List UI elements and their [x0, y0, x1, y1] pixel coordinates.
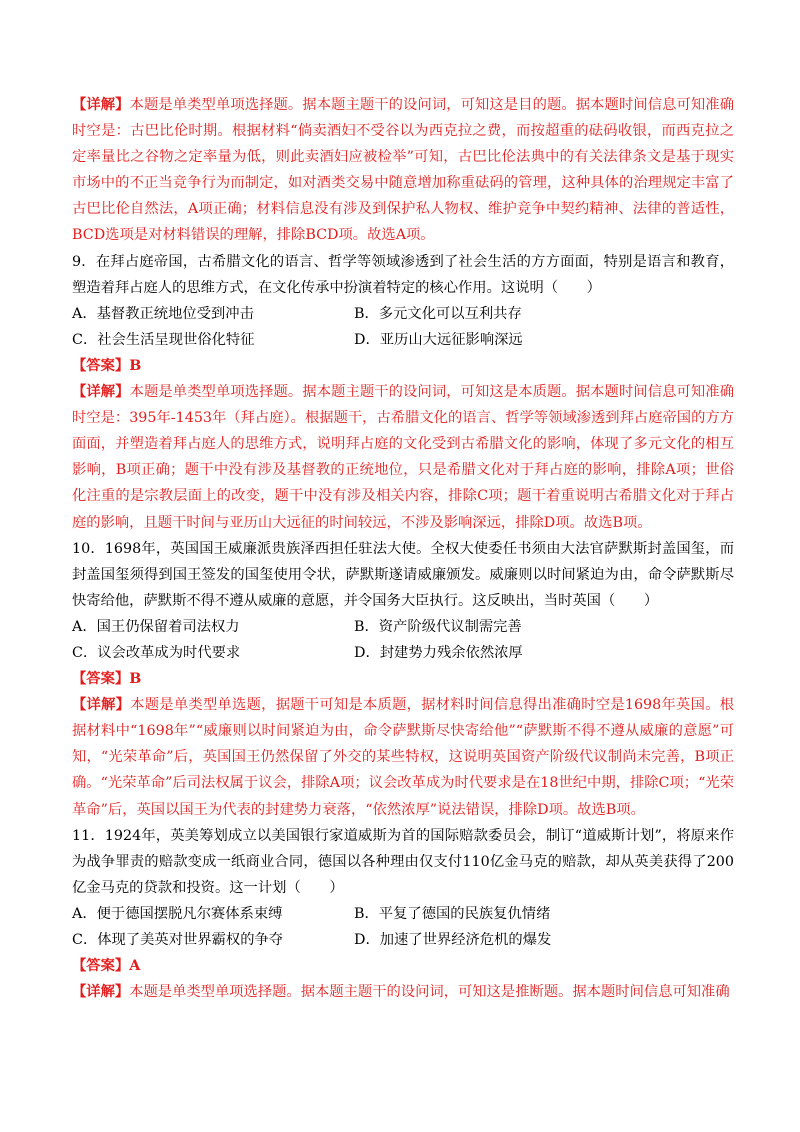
option-a: A．便于德国摆脱凡尔赛体系束缚 — [72, 905, 283, 922]
answer-tag: 【答案】 — [72, 671, 130, 688]
question-9-answer — [72, 353, 734, 379]
document-body — [72, 92, 734, 1005]
option-b: B．资产阶级代议制需完善 — [354, 618, 522, 635]
explanation-text: 本题是单类型单选题，据题干可知是本质题，据材料时间信息得出准确时空是1698年英国。根据材料中“1698年”“威廉则以时间紧迫为由，命令萨默斯尽快寄给他”“萨默斯不得不遵从威廉的意愿”可知，“光荣革命”后，英国国王仍然保留了外交的某些特权，这说明英国资产阶级代议制尚未完善，B项正确。“光荣革命”后司法权属于议会，排除A项；议会改革成为时代要求是在18世纪中期，排除C项；“光荣革命”后，英国以国王为代表的封建势力衰落，“依然浓厚”说法错误，排除D项。故选B项。 — [72, 697, 734, 818]
option-c: C．社会生活呈现世俗化特征 — [72, 331, 255, 348]
question-10-answer — [72, 666, 734, 692]
answer-value: B — [129, 357, 142, 374]
explanation-tag: 【详解】 — [72, 97, 130, 113]
option-a: A．基督教正统地位受到冲击 — [72, 305, 254, 322]
explanation-q8 — [72, 92, 734, 249]
explanation-tag: 【详解】 — [72, 384, 130, 401]
explanation-text: 本题是单类型单项选择题。据本题主题干的设问词，可知这是本质题。据本题时间信息可知准确时空是：395年-1453年（拜占庭）。根据题干，古希腊文化的语言、哲学等领域渗透到拜占庭帝国的方方面面，并塑造着拜占庭人的思维方式，说明拜占庭的文化受到古希腊文化的影响，体现了多元文化的相互影响，B项正确；题干中没有涉及基督教的正统地位，只是希腊文化对于拜占庭的影响，排除A项；世俗化注重的是宗教层面上的改变，题干中没有涉及相关内容，排除C项；题干着重说明古希腊文化对于拜占庭的影响，且题干时间与亚历山大远征的时间较远，不涉及影响深远，排除D项。故选B项。 — [72, 384, 734, 531]
question-11-options — [72, 901, 734, 953]
explanation-tag: 【详解】 — [72, 697, 131, 714]
question-11-answer — [72, 953, 734, 979]
question-10-stem: 10．1698年，英国国王威廉派贵族泽西担任驻法大使。全权大使委任书须由大法官萨默斯封盖国玺，而封盖国玺须得到国王签发的国玺使用令状，萨默斯遂请威廉颁发。威廉则以时间紧迫为由，命令萨默斯尽快寄给他，萨默斯不得不遵从威廉的意愿，并令国务大臣执行。这反映出，当时英国（ ） — [72, 540, 734, 609]
answer-value: A — [129, 958, 141, 975]
option-a: A．国王仍保留着司法权力 — [72, 618, 240, 635]
option-b: B．多元文化可以互利共存 — [354, 305, 522, 322]
option-b: B．平复了德国的民族复仇情绪 — [354, 905, 551, 922]
explanation-q11 — [72, 979, 734, 1005]
explanation-text: 本题是单类型单项选择题。据本题主题干的设问词，可知这是推断题。据本题时间信息可知准确 — [129, 984, 730, 1001]
option-c: C．议会改革成为时代要求 — [72, 644, 241, 661]
question-9-options — [72, 301, 734, 353]
option-c: C．体现了美英对世界霸权的争夺 — [72, 932, 284, 948]
answer-tag: 【答案】 — [72, 958, 130, 975]
question-9-stem: 9．在拜占庭帝国，古希腊文化的语言、哲学等领域渗透到了社会生活的方方面面，特别是语言和教育，塑造着拜占庭人的思维方式，在文化传承中扮演着特定的核心作用。这说明（ ） — [72, 253, 734, 296]
question-11-stem: 11．1924年，英美筹划成立以美国银行家道威斯为首的国际赔款委员会，制订“道威斯计划”，将原来作为战争罪责的赔款变成一纸商业合同，德国以各种理由仅支付110亿金马克的赔款，却从英美获得了200亿金马克的贷款和投资。这一计划（ ） — [72, 827, 734, 896]
option-d: D．加速了世界经济危机的爆发 — [354, 932, 552, 948]
explanation-tag: 【详解】 — [72, 984, 130, 1001]
explanation-q10 — [72, 692, 734, 822]
answer-tag: 【答案】 — [72, 357, 130, 374]
explanation-text: 本题是单类型单项选择题。据本题主题干的设问词，可知这是目的题。据本题时间信息可知准确时空是：古巴比伦时期。根据材料“倘卖酒妇不受谷以为西克拉之费，而按超重的砝码收银，而西克拉之定率量比之谷物之定率量为低，则此卖酒妇应被检举”可知，古巴比伦法典中的有关法律条文是基于现实市场中的不正当竞争行为而制定，如对酒类交易中随意增加称重砝码的管理，这种具体的治理规定丰富了古巴比伦自然法，A项正确；材料信息没有涉及到保护私人物权、维护竞争中契约精神、法律的普适性，BCD选项是对材料错误的理解，排除BCD项。故选A项。 — [72, 97, 734, 244]
option-d: D．亚历山大远征影响深远 — [354, 331, 523, 348]
question-10-options — [72, 614, 734, 666]
option-d: D．封建势力残余依然浓厚 — [354, 644, 523, 661]
answer-value: B — [129, 671, 142, 688]
explanation-q9 — [72, 379, 734, 536]
